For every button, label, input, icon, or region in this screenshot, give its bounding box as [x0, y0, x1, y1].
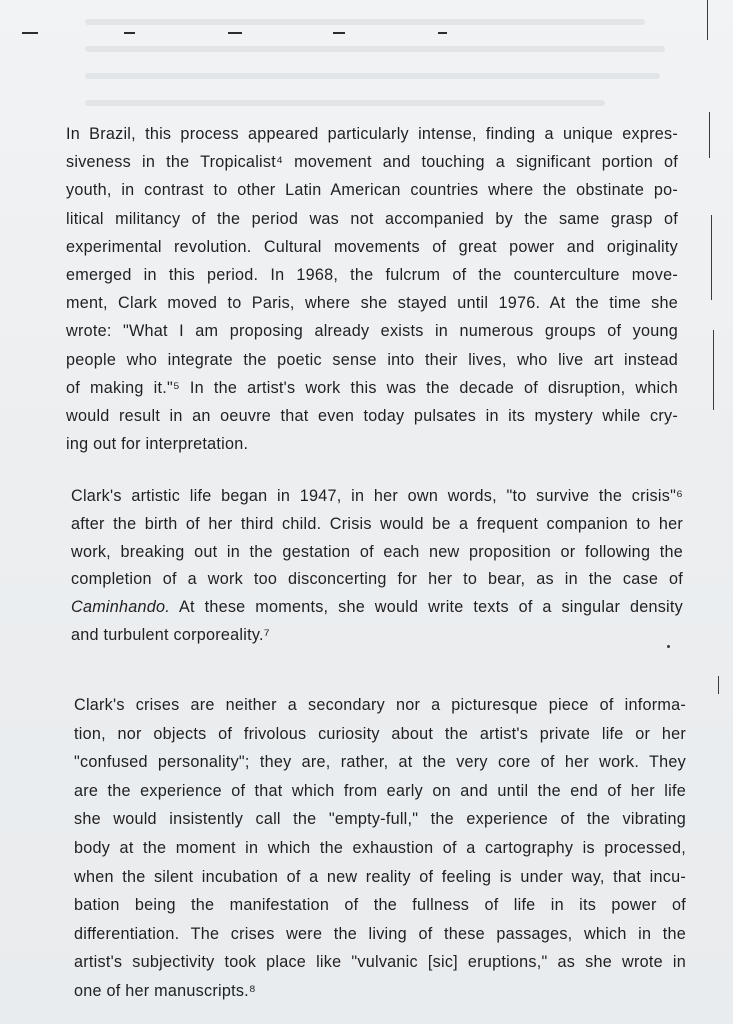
text-line: In Brazil, this process appeared particularly intense, finding a unique expres- [66, 125, 678, 143]
text-line: tion, nor objects of frivolous curiosity about the artist's private life or her [74, 724, 686, 743]
text-line [71, 594, 683, 622]
text-line: youth, in contrast to other Latin American countries where the obstinate po- [66, 181, 678, 200]
text-line: emerged in this period. In 1968, the fulcrum of the counterculture move- [66, 265, 678, 284]
text-line: differentiation. The crises were the living of these passages, which in the [74, 924, 686, 943]
margin-mark [711, 215, 712, 300]
margin-mark [713, 330, 714, 410]
text-line: wrote: "What I am proposing already exists in numerous groups of young [66, 322, 678, 341]
margin-mark [709, 112, 710, 158]
italic-title: Caminhando. [71, 598, 171, 617]
text-span: At these moments, she would write texts of a singular density [178, 598, 683, 617]
text-line: one of her manuscripts.⁸ [74, 981, 256, 1000]
text-line: experimental revolution. Cultural movements of great power and originality [66, 237, 678, 256]
text-line: she would insistently call the "empty-full," the experience of the vibrating [74, 810, 686, 829]
text-line: ing out for interpretation. [66, 435, 249, 454]
text-line: ment, Clark moved to Paris, where she stayed until 1976. At the time she [66, 294, 678, 313]
paragraph-2 [71, 483, 683, 650]
text-line: after the birth of her third child. Crisis would be a frequent companion to her [71, 514, 683, 533]
text-line: completion of a work too disconcerting for her to bear, as in the case of [71, 570, 683, 589]
crop-mark [333, 32, 345, 34]
text-line: body at the moment in which the exhaustion of a cartography is processed, [74, 838, 686, 857]
paragraph-1 [66, 120, 678, 458]
crop-mark [228, 32, 242, 34]
crop-mark [22, 32, 38, 34]
text-line: work, breaking out in the gestation of each new proposition or following the [71, 542, 683, 561]
text-line: Clark's crises are neither a secondary nor a picturesque piece of informa- [74, 696, 686, 714]
text-line: and turbulent corporeality.⁷ [71, 625, 270, 644]
text-line: litical militancy of the period was not accompanied by the same grasp of [66, 209, 678, 228]
text-line: Clark's artistic life began in 1947, in her own words, "to survive the crisis"⁶ [71, 487, 683, 505]
text-line: of making it."⁵ In the artist's work this was the decade of disruption, which [66, 378, 678, 397]
text-line: are the experience of that which from early on and until the end of her life [74, 781, 686, 800]
paragraph-3 [74, 691, 686, 1006]
text-line: when the silent incubation of a new reality of feeling is under way, that incu- [74, 867, 686, 886]
margin-mark [707, 0, 708, 40]
text-line: people who integrate the poetic sense into their lives, who live art instead [66, 350, 678, 369]
text-line: artist's subjectivity took place like "vulvanic [sic] eruptions," as she wrote in [74, 953, 686, 972]
margin-mark [718, 676, 719, 694]
crop-mark [438, 32, 447, 34]
bleed-through-text [85, 8, 685, 116]
text-line: "confused personality"; they are, rather, at the very core of her work. They [74, 753, 686, 772]
text-line: bation being the manifestation of the fullness of life in its power of [74, 896, 686, 915]
text-line: would result in an oeuvre that even today pulsates in its mystery while cry- [66, 406, 678, 425]
text-line: siveness in the Tropicalist⁴ movement and touching a significant portion of [66, 153, 678, 172]
crop-mark [124, 32, 135, 34]
